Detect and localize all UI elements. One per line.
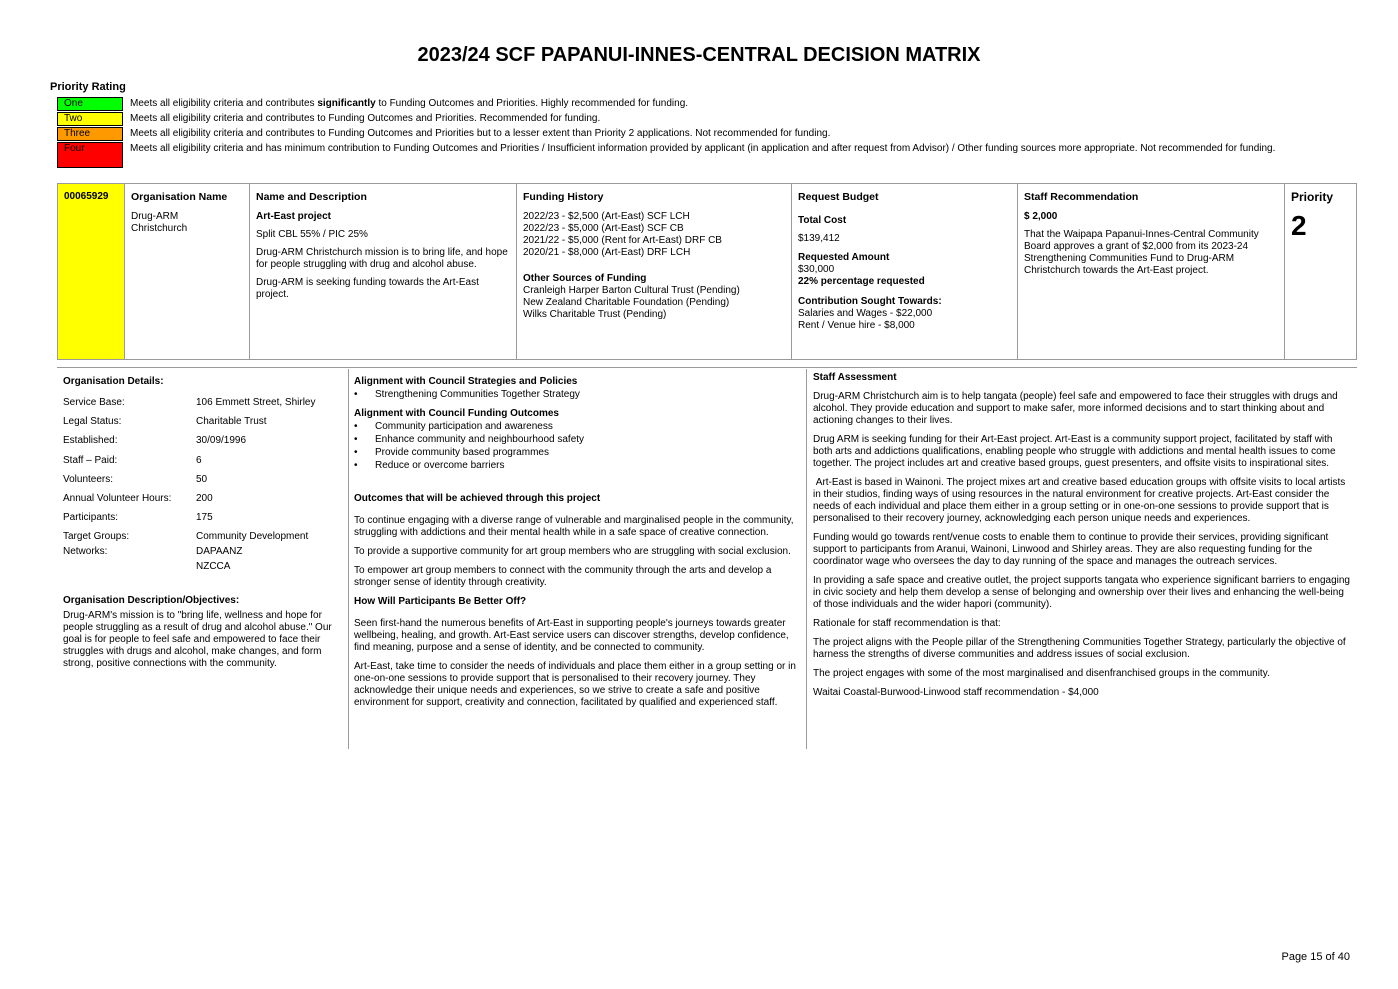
detail-value: 30/09/1996 [196, 435, 247, 447]
page-number: Page 15 of 40 [1281, 951, 1350, 963]
detail-value: 106 Emmett Street, Shirley [196, 397, 316, 408]
funding-history-item: 2021/22 - $5,000 (Rent for Art-East) DRF CB [523, 235, 722, 246]
org-details-heading: Organisation Details: [63, 376, 164, 387]
org-name: Drug-ARM Christchurch [131, 211, 188, 234]
better-off-heading: How Will Participants Be Better Off? [354, 596, 527, 607]
staff-recommendation-amount: $ 2,000 [1024, 211, 1058, 222]
strategies-list [354, 388, 799, 401]
project-description: Drug-ARM Christchurch mission is to bring life, and hope for people struggling with drug and alcohol abuse. [256, 247, 508, 270]
contribution-label: Contribution Sought Towards: [798, 296, 942, 307]
column-divider-left [348, 369, 349, 749]
better-off-paragraph: Seen first-hand the numerous benefits of Art-East in supporting people's journeys towards greater wellbeing, healing, and growth. Art-East service users can discover strengths, develop confidence, find meaning, purpose and a sense of identity, and be connected to community. [354, 618, 789, 653]
priority-text-four: Meets all eligibility criteria and has minimum contribution to Funding Outcomes and Priorities / Insufficient information provided by applicant (in application and after request from Advisor) / Other funding sources more appropriate. Not recommended for funding. [130, 143, 1276, 154]
detail-row-participants [63, 512, 345, 531]
column-divider-right [806, 369, 807, 749]
detail-value: Community Development [196, 531, 309, 543]
funding-outcomes-heading: Alignment with Council Funding Outcomes [354, 408, 559, 419]
detail-row-networks-2 [63, 561, 345, 576]
assessment-paragraph: Waitai Coastal-Burwood-Linwood staff recommendation - $4,000 [813, 687, 1099, 698]
funding-history-item: 2020/21 - $8,000 (Art-East) DRF LCH [523, 247, 691, 258]
assessment-paragraph: Funding would go towards rent/venue costs to enable them to continue to provide their services, providing significant support to participants from Aranui, Wainoni, Linwood and Shirley areas. They are also requesting funding for the coordinator wage who oversees the day to day running of the space and manages the outreach services. [813, 532, 1329, 567]
priority-text-two: Meets all eligibility criteria and contributes to Funding Outcomes and Priorities. Recommended for funding. [130, 113, 601, 124]
detail-label: Service Base: [63, 397, 125, 408]
summary-table [57, 183, 1357, 360]
other-source-item: Cranleigh Harper Barton Cultural Trust (Pending) [523, 285, 740, 296]
total-cost-label: Total Cost [798, 215, 847, 226]
staff-recommendation-cell [1018, 184, 1285, 360]
outcomes-achieved-heading: Outcomes that will be achieved through this project [354, 493, 601, 504]
total-cost-value: $139,412 [798, 233, 840, 244]
contribution-item: Rent / Venue hire - $8,000 [798, 320, 915, 331]
funding-history-item: 2022/23 - $5,000 (Art-East) SCF CB [523, 223, 684, 234]
detail-row-staff-paid [63, 455, 345, 474]
detail-value: 200 [196, 492, 213, 504]
percentage-requested: 22% percentage requested [798, 276, 925, 287]
priority-cell [1285, 184, 1357, 360]
funding-history-item: 2022/23 - $2,500 (Art-East) SCF LCH [523, 211, 690, 222]
application-id: 00065929 [64, 191, 109, 202]
requested-amount-value: $30,000 [798, 264, 835, 275]
request-budget-heading: Request Budget [798, 191, 879, 203]
priority-value: 2 [1291, 210, 1307, 241]
list-item: • Provide community based programmes [354, 446, 799, 459]
organisation-details-column [63, 368, 345, 670]
detail-label: Networks: [63, 546, 108, 558]
priority-swatch-four: Four [57, 142, 123, 168]
list-item: • Reduce or overcome barriers [354, 459, 799, 472]
list-item: • Strengthening Communities Together Strategy [354, 388, 799, 401]
split-ratio: Split CBL 55% / PIC 25% [256, 229, 368, 240]
page-title: 2023/24 SCF PAPANUI-INNES-CENTRAL DECISION MATRIX [417, 44, 981, 66]
detail-row-volunteers [63, 474, 345, 493]
detail-value: DAPAANZ [196, 546, 243, 558]
detail-label: Legal Status: [63, 416, 122, 428]
priority-text-one: Meets all eligibility criteria and contributes significantly to Funding Outcomes and Priorities. Highly recommended for funding. [130, 98, 689, 109]
detail-label: Staff – Paid: [63, 454, 118, 466]
outcome-achieved: To provide a supportive community for art group members who are struggling with social exclusion. [354, 546, 791, 557]
detail-row-legal-status [63, 416, 345, 435]
detail-value: 175 [196, 512, 213, 524]
request-budget-cell [792, 184, 1018, 360]
detail-row-service-base [63, 397, 345, 416]
detail-row-target-groups [63, 531, 345, 546]
name-description-cell [250, 184, 517, 360]
project-purpose: Drug-ARM is seeking funding towards the Art-East project. [256, 277, 479, 300]
assessment-paragraph: Drug-ARM Christchurch aim is to help tangata (people) feel safe and empowered to face their struggles with drugs and alcohol. They provide education and support to make safer, more informed decisions and to start thinking about and actioning changes to their lives. [813, 391, 1338, 426]
detail-label: Participants: [63, 512, 119, 524]
priority-rating-heading: Priority Rating [50, 81, 126, 93]
org-name-heading: Organisation Name [131, 191, 228, 203]
outcome-achieved: To empower art group members to connect with the community through the arts and develop a stronger sense of identity through creativity. [354, 565, 772, 588]
staff-assessment-heading: Staff Assessment [813, 372, 897, 383]
priority-text-three: Meets all eligibility criteria and contributes to Funding Outcomes and Priorities but to a lesser extent than Priority 2 applications. Not recommended for funding. [130, 128, 831, 139]
list-item: • Enhance community and neighbourhood safety [354, 433, 799, 446]
detail-value: NZCCA [196, 561, 231, 573]
contribution-item: Salaries and Wages - $22,000 [798, 308, 933, 319]
detail-label: Established: [63, 435, 118, 447]
assessment-paragraph: Art-East is based in Wainoni. The project mixes art and creative based education groups with offsite visits to local artists in their studios, finding ways of using resources in the natural environment for creative projects. Art-East consider the needs of each individual and place them either in a group setting or in one-on-one sessions to provide support that is personalised to their recovery journey, acknowledging each person unique needs and experiences. [813, 477, 1349, 524]
detail-row-established [63, 435, 345, 454]
strategies-heading: Alignment with Council Strategies and Policies [354, 376, 578, 387]
funding-history-cell [517, 184, 792, 360]
list-item: • Community participation and awareness [354, 420, 799, 433]
staff-assessment-column [813, 368, 1353, 705]
priority-swatch-three: Three [57, 127, 123, 141]
priority-swatch-one: One [57, 97, 123, 111]
detail-label: Annual Volunteer Hours: [63, 492, 172, 504]
assessment-paragraph: Rationale for staff recommendation is that: [813, 618, 1001, 629]
requested-amount-label: Requested Amount [798, 252, 890, 263]
detail-value: 50 [196, 473, 208, 485]
other-source-item: New Zealand Charitable Foundation (Pending) [523, 297, 730, 308]
staff-recommendation-heading: Staff Recommendation [1024, 191, 1139, 203]
assessment-paragraph: The project aligns with the People pillar of the Strengthening Communities Together Strategy, particularly the objective of harness the strengths of diverse communities and address issues of social exclusion. [813, 637, 1346, 660]
detail-value: 6 [196, 454, 202, 466]
detail-row-networks [63, 546, 345, 561]
assessment-paragraph: Drug ARM is seeking funding for their Art-East project. Art-East is a community support project, facilitated by staff with both arts and addictions qualifications, enabling people who struggle with addictions and mental health issues to come together. The project includes art and creative based groups, guest presenters, and offsite visits to inspirational sites. [813, 434, 1336, 469]
detail-label: Volunteers: [63, 473, 114, 485]
application-id-cell [58, 184, 125, 360]
priority-heading: Priority [1291, 190, 1334, 204]
better-off-paragraph: Art-East, take time to consider the needs of individuals and place them either in a group setting or in one-on-one sessions to provide support that is personalised to their recovery journey. They acknowledge their unique needs and experiences, so we strive to create a safe and positive environment for support, creativity and connection, facilitated by qualified and experienced staff. [354, 661, 796, 708]
funding-outcomes-list [354, 420, 799, 472]
detail-value: Charitable Trust [196, 416, 267, 428]
assessment-paragraph: In providing a safe space and creative outlet, the project supports tangata who experience significant barriers to engaging in civic society and help them develop a sense of belonging and ownership over their lives and enhancing the well-being of those individuals and the wider hapori (community). [813, 575, 1350, 610]
name-description-heading: Name and Description [256, 191, 367, 203]
staff-recommendation-text: That the Waipapa Papanui-Innes-Central Community Board approves a grant of $2,000 from its 2023-24 Strengthening Communities Fund to Drug-ARM Christchurch towards the Art-East project. [1024, 229, 1259, 276]
project-name: Art-East project [256, 211, 332, 222]
org-description-heading: Organisation Description/Objectives: [63, 595, 240, 607]
org-description-text: Drug-ARM's mission is to "bring life, wellness and hope for people struggling as a result of drug and alcohol abuse." Our goal is for people to feel safe and empowered to face their struggles with drugs and alcohol, make changes, and form strong, positive connections with the community. [63, 610, 332, 670]
detail-row-volunteer-hours [63, 493, 345, 512]
other-sources-heading: Other Sources of Funding [523, 273, 647, 284]
detail-label: Target Groups: [63, 531, 130, 543]
priority-swatch-two: Two [57, 112, 123, 126]
other-source-item: Wilks Charitable Trust (Pending) [523, 309, 667, 320]
org-name-cell [125, 184, 250, 360]
assessment-paragraph: The project engages with some of the most marginalised and disenfranchised groups in the community. [813, 668, 1270, 679]
alignment-column [354, 368, 799, 715]
funding-history-heading: Funding History [523, 191, 604, 203]
outcome-achieved: To continue engaging with a diverse range of vulnerable and marginalised people in the community, struggling with addictions and their mental health while in a safe space of creative connection. [354, 515, 794, 538]
